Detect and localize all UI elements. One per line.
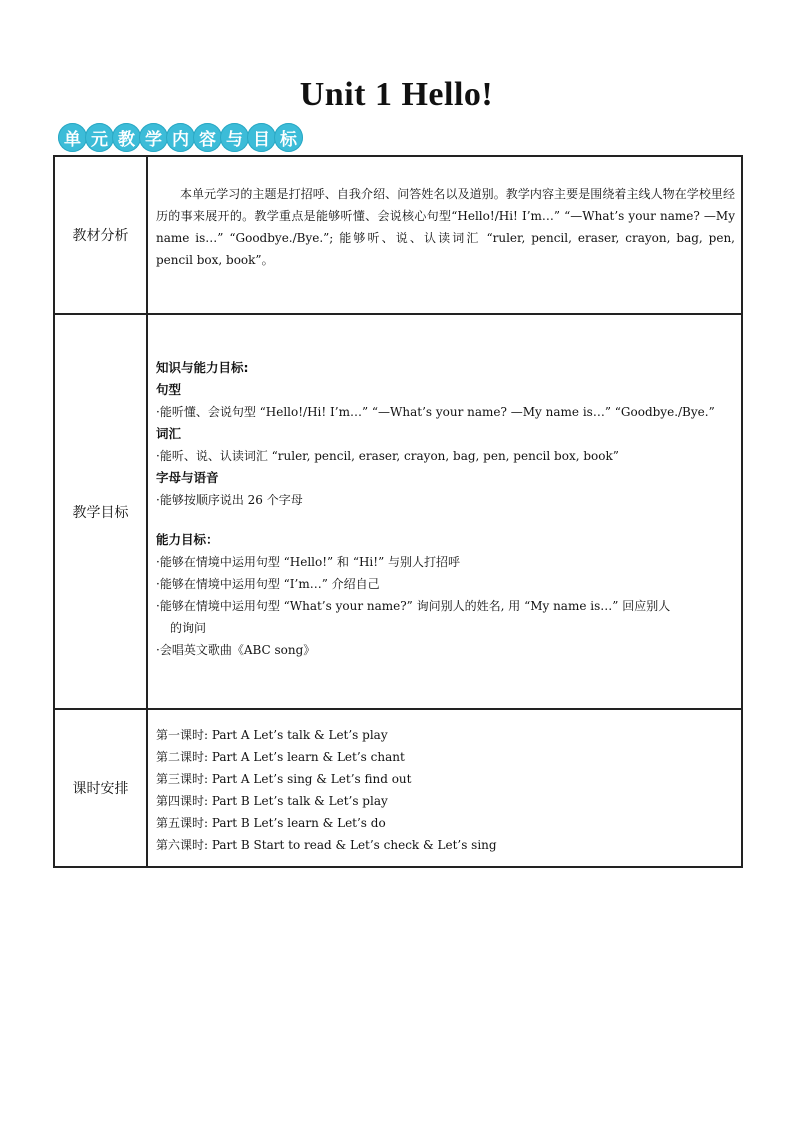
heading-char: 标 [274,123,303,152]
analysis-cell [147,156,742,314]
schedule-label: 课时安排 [54,709,147,867]
ability-item-continuation: 的询问 [170,621,207,635]
heading-char: 学 [139,123,168,152]
analysis-text: 本单元学习的主题是打招呼、自我介绍、问答姓名以及道别。教学内容主要是围绕着主线人物在学校里经历的事来展开的。教学重点是能够听懂、会说核心句型“Hello!/Hi! I’m…” “—What’s your name? —My name is…” “Goodbye./Bye.”; 能够听、说、认读词汇 “ruler, pencil, eraser, crayon, bag, pen, pencil box, book”。 [156,187,735,267]
heading-char: 与 [220,123,249,152]
heading-char: 单 [58,123,87,152]
goals-label: 教学目标 [54,314,147,709]
heading-char: 内 [166,123,195,152]
sentence-item: ·能听懂、会说句型 “Hello!/Hi! I’m…” “—What’s your name? —My name is…” “Goodbye./Bye.” [156,405,715,419]
ability-item: ·能够在情境中运用句型 “Hello!” 和 “Hi!” 与别人打招呼 [156,555,461,569]
knowledge-heading: 知识与能力目标: [156,360,249,375]
schedule-item: 第三课时: Part A Let’s sing & Let’s find out [156,772,412,786]
heading-char: 元 [85,123,114,152]
letters-heading: 字母与语音 [156,470,219,485]
letters-item: ·能够按顺序说出 26 个字母 [156,493,303,507]
ability-item: ·会唱英文歌曲《ABC song》 [156,643,316,657]
schedule-item: 第二课时: Part A Let’s learn & Let’s chant [156,750,405,764]
schedule-cell [147,709,742,867]
analysis-row [54,156,742,314]
ability-heading: 能力目标： [156,532,219,547]
goals-row [54,314,742,709]
schedule-item: 第一课时: Part A Let’s talk & Let’s play [156,728,388,742]
vocab-item: ·能听、说、认读词汇 “ruler, pencil, eraser, crayon, bag, pen, pencil box, book” [156,449,619,463]
unit-plan-table [53,155,743,868]
schedule-item: 第五课时: Part B Let’s learn & Let’s do [156,816,386,830]
schedule-row [54,709,742,867]
heading-char: 目 [247,123,276,152]
vocab-heading: 词汇 [156,426,182,441]
ability-item: ·能够在情境中运用句型 “I’m…” 介绍自己 [156,577,380,591]
page-title: Unit 1 Hello! [299,76,494,113]
ability-item: ·能够在情境中运用句型 “What’s your name?” 询问别人的姓名, 用 “My name is…” 回应别人 [156,599,671,613]
analysis-label: 教材分析 [54,156,147,314]
heading-char: 容 [193,123,222,152]
heading-char: 教 [112,123,141,152]
schedule-item: 第六课时: Part B Start to read & Let’s check & Let’s sing [156,838,497,852]
goals-cell [147,314,742,709]
sentence-heading: 句型 [156,382,182,397]
schedule-item: 第四课时: Part B Let’s talk & Let’s play [156,794,388,808]
section-heading [58,123,301,153]
